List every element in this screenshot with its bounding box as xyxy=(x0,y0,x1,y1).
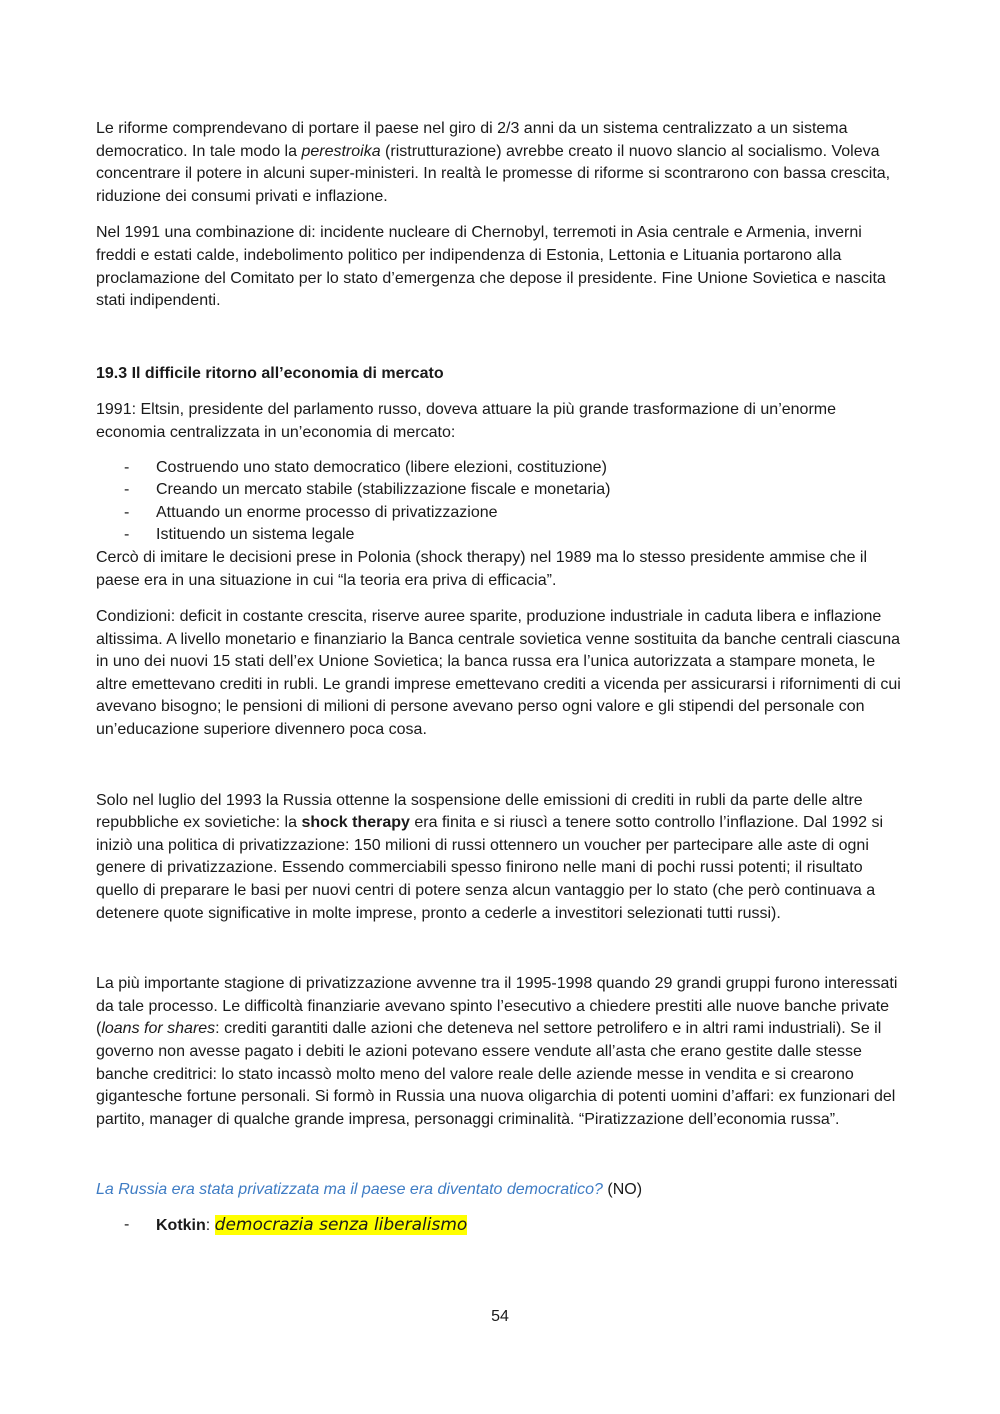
highlighted-phrase: democrazia senza liberalismo xyxy=(214,1214,468,1235)
question-text: La Russia era stata privatizzata ma il paese era diventato democratico? xyxy=(96,1181,603,1199)
list-item: - Costruendo uno stato democratico (libere elezioni, costituzione) xyxy=(96,457,904,480)
list-item: - Istituendo un sistema legale xyxy=(96,524,904,547)
term-shock-therapy: shock therapy xyxy=(301,814,410,832)
question-answer: (NO) xyxy=(602,1181,643,1199)
document-body xyxy=(96,118,904,1238)
question-line xyxy=(96,1179,904,1202)
author-name: Kotkin xyxy=(156,1216,206,1234)
paragraph-1991: Nel 1991 una combinazione di: incidente nucleare di Chernobyl, terremoti in Asia centrale e Armenia, inverni freddi e estati calde, indebolimento politico per indipendenza di Estonia, Lettonia e Lituania portarono alla proclamazione del Comitato per lo stato d’emergenza che depose il presidente. Fine Unione Sovietica e nascita stati indipendenti. xyxy=(96,224,886,310)
paragraph-perestroika: Le riforme comprendevano di portare il paese nel giro di 2/3 anni da un sistema centralizzato a un sistema democratico. In tale modo la perestroika (ristrutturazione) avrebbe creato il nuovo slancio al socialismo. Voleva concentrare il potere in alcuni super-ministeri. In realtà le promesse di riforme si scontrarono con bassa crescita, riduzione dei consumi privati e inflazione. xyxy=(96,120,891,205)
page-number: 54 xyxy=(491,1308,509,1325)
list-item: - Attuando un enorme processo di privatizzazione xyxy=(96,502,904,525)
paragraph-poland: Cercò di imitare le decisioni prese in Polonia (shock therapy) nel 1989 ma lo stesso presidente ammise che il paese era in una situazione in cui “la teoria era priva di efficacia”. xyxy=(96,548,868,589)
paragraph-eltsin: 1991: Eltsin, presidente del parlamento russo, doveva attuare la più grande trasformazione di un’enorme economia centralizzata in un’economia di mercato: xyxy=(96,401,836,441)
term-perestroika: perestroika xyxy=(301,142,381,160)
list-item: - Creando un mercato stabile (stabilizzazione fiscale e monetaria) xyxy=(96,479,904,502)
paragraph-1993: Solo nel luglio del 1993 la Russia ottenne la sospensione delle emissioni di crediti in rubli da parte delle altre repubbliche ex sovietiche: la shock therapy era finita e si riuscì a tenere sotto controllo l’inflazione. Dal 1992 si iniziò una politica di privatizzazione: 150 milioni di russi ottennero un voucher per partecipare alle aste di ogni genere di privatizzazione. Essendo commerciabili spesso finirono nelle mani di pochi russi potenti; il risultato quello di preparare le basi per nuovi centri di potere senza alcun vantaggio per lo stato (che però continuava a detenere quote significative in molte imprese, pronto a cederle a investitori selezionati tutti russi). xyxy=(96,791,884,922)
paragraph-condizioni: Condizioni: deficit in costante crescita, riserve auree sparite, produzione industriale in caduta libera e inflazione altissima. A livello monetario e finanziario la Banca centrale sovietica venne sostituita da banche centrali ciascuna in uno dei nuovi 15 stati dell’ex Unione Sovietica; la banca russa era l’unica autorizzata a stampare moneta, le altre emettevano crediti in rubli. Le grandi imprese emettevano crediti a vicenda per assicurarsi i rifornimenti di cui avevano bisogno; le pensioni di milioni di persone avevano perso ogni valore e gli stipendi del personale con un’educazione superiore divennero poca cosa. xyxy=(96,608,901,739)
paragraph-1995-1998: La più importante stagione di privatizzazione avvenne tra il 1995-1998 quando 29 grandi gruppi furono interessati da tale processo. Le difficoltà finanziarie avevano spinto l’esecutivo a chiedere prestiti alle nuove banche private (loans for shares: crediti garantiti dalle azioni che deteneva nel settore petrolifero e in altri rami industriali). Se il governo non avesse pagato i debiti le azioni potevano essere vendute all’asta che erano gestite dalle stesse banche creditrici: lo stato incassò molto meno del valore reale delle aziende messe in vendita e si crearono gigantesche fortune personali. Si formò in Russia una nuova oligarchia di potenti uomini d’affari: ex funzionari del partito, manager di qualche grande impresa, personaggi criminalità. “Piratizzazione dell’economia russa”. xyxy=(96,975,898,1128)
list-item: - Kotkin: democrazia senza liberalismo xyxy=(96,1214,904,1238)
kotkin-list xyxy=(96,1214,904,1238)
reform-list xyxy=(96,457,904,547)
section-heading: 19.3 Il difficile ritorno all’economia di mercato xyxy=(96,364,444,382)
term-loans-for-shares: loans for shares xyxy=(101,1020,216,1038)
